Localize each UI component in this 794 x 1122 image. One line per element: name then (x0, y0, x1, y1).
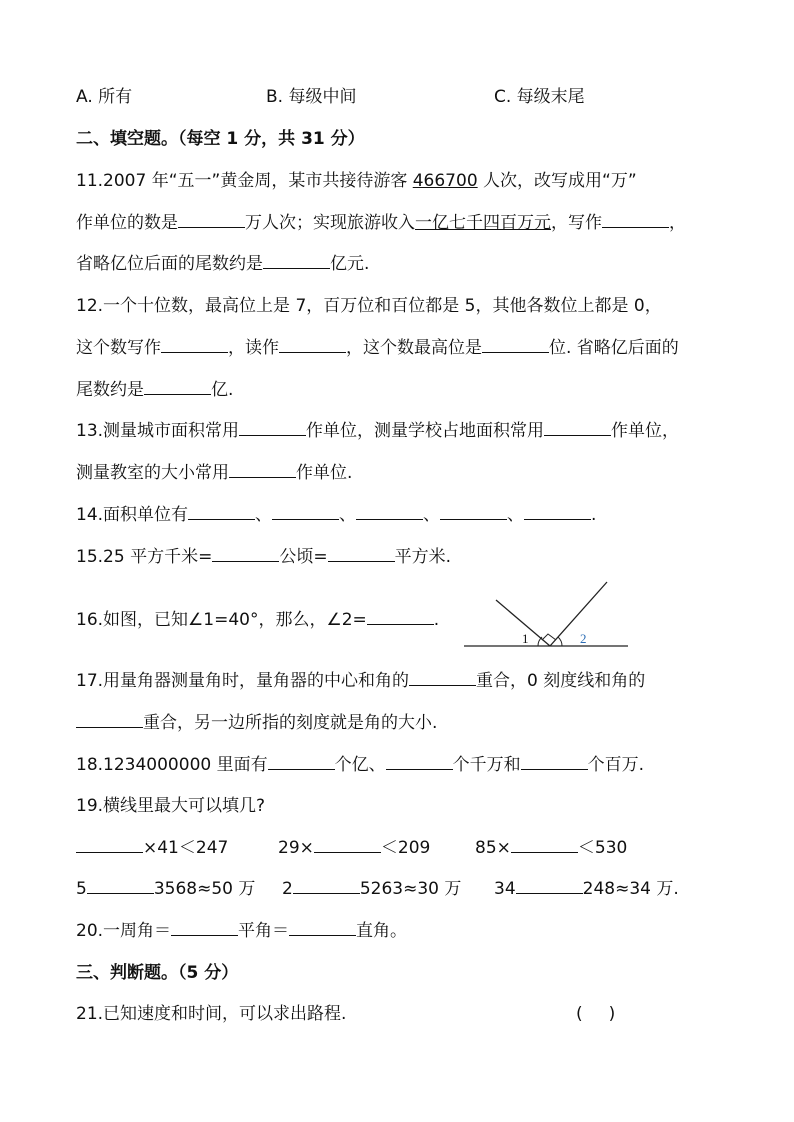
q13-text: 作单位. (296, 463, 353, 483)
question-17-line-2 (76, 712, 437, 734)
q13-text: 作单位，测量学校占地面积常用 (306, 421, 545, 441)
answer-blank[interactable] (272, 518, 339, 520)
question-17-line-1 (76, 670, 645, 692)
open-paren: ( (576, 1004, 583, 1024)
separator: 、 (339, 505, 357, 525)
answer-blank[interactable] (482, 351, 549, 353)
answer-blank[interactable] (178, 226, 245, 228)
answer-blank[interactable] (511, 851, 578, 853)
answer-blank[interactable] (544, 434, 611, 436)
angle-2-arc (558, 637, 562, 646)
answer-blank[interactable] (521, 768, 588, 770)
answer-blank[interactable] (367, 623, 434, 625)
answer-blank[interactable] (76, 851, 143, 853)
q19-row-2-item-1 (76, 878, 255, 900)
answer-blank[interactable] (212, 560, 279, 562)
close-paren: ) (608, 1004, 616, 1024)
separator: 、 (507, 505, 525, 525)
q11-text: ，写作 (551, 213, 602, 233)
q19-text: 5 (76, 879, 87, 899)
q13-text: 测量教室的大小常用 (76, 463, 229, 483)
q19-row-1-item-1 (76, 837, 228, 859)
q17-text: 重合，0 刻度线和角的 (476, 671, 646, 691)
q13-text: 作单位， (611, 421, 680, 441)
question-21: 21.已知速度和时间，可以求出路程. (76, 1004, 347, 1024)
question-11-line-1 (76, 170, 637, 192)
separator: 、 (255, 505, 273, 525)
q19-text: 3568≈50 万 (153, 879, 256, 899)
q20-text: 直角。 (356, 921, 408, 941)
question-11-line-3 (76, 253, 369, 275)
q18-text: 个百万. (587, 755, 645, 775)
angle-2-label: 2 (580, 631, 587, 646)
q11-text: 省略亿位后面的尾数约是 (76, 254, 263, 274)
q19-row-1-item-2 (278, 837, 430, 859)
answer-blank[interactable] (516, 892, 583, 894)
q12-text: ，这个数最高位是 (346, 338, 482, 358)
answer-blank[interactable] (239, 434, 306, 436)
question-12-line-2 (76, 337, 679, 359)
question-15 (76, 546, 451, 568)
q19-text: ＜530 (577, 838, 628, 858)
answer-blank[interactable] (386, 768, 453, 770)
answer-blank[interactable] (171, 934, 238, 936)
q19-text: 2 (282, 879, 293, 899)
q11-number: 466700 (412, 171, 478, 191)
question-16 (76, 609, 439, 631)
question-12-line-1: 12.一个十位数，最高位上是 7，百万位和百位都是 5，其他各数位上都是 0， (76, 296, 662, 316)
q14-text: 14.面积单位有 (76, 505, 189, 525)
angle-figure (462, 580, 632, 650)
answer-blank[interactable] (87, 892, 154, 894)
answer-blank[interactable] (144, 393, 211, 395)
q17-text: 重合，另一边所指的刻度就是角的大小. (143, 713, 438, 733)
q11-text: 亿元. (330, 254, 370, 274)
q14-text: . (591, 505, 597, 525)
question-14 (76, 504, 596, 526)
q19-text: 5263≈30 万 (359, 879, 462, 899)
q19-text: 85× (475, 838, 511, 858)
option-c: C. 每级末尾 (494, 87, 585, 107)
q12-text: 这个数写作 (76, 338, 161, 358)
section-title-fill-in: 二、填空题。（每空 1 分，共 31 分） (76, 129, 365, 149)
right-angle-mark (542, 634, 556, 640)
q20-text: 20.一周角＝ (76, 921, 172, 941)
q19-text: 34 (494, 879, 516, 899)
answer-blank[interactable] (76, 726, 143, 728)
q19-row-2-item-3 (494, 878, 679, 900)
q19-row-1-item-3 (475, 837, 627, 859)
q15-text: 平方米. (394, 547, 451, 567)
answer-blank[interactable] (161, 351, 228, 353)
q19-text: ＜209 (380, 838, 431, 858)
question-12-line-3 (76, 379, 233, 401)
q18-text: 个千万和 (452, 755, 521, 775)
q17-text: 17.用量角器测量角时，量角器的中心和角的 (76, 671, 410, 691)
question-20 (76, 920, 407, 942)
q18-text: 个亿、 (334, 755, 386, 775)
right-ray (550, 582, 607, 646)
q15-text: 15.25 平方千米= (76, 547, 213, 567)
option-a: A. 所有 (76, 87, 133, 107)
q11-text: ， (669, 213, 686, 233)
q15-text: 公顷= (279, 547, 328, 567)
q19-row-2-item-2 (282, 878, 461, 900)
answer-blank[interactable] (328, 560, 395, 562)
q19-text: 248≈34 万. (582, 879, 679, 899)
answer-blank[interactable] (293, 892, 360, 894)
answer-blank[interactable] (314, 851, 381, 853)
answer-blank[interactable] (229, 476, 296, 478)
angle-1-label: 1 (522, 631, 529, 646)
separator: 、 (423, 505, 441, 525)
q11-text: 作单位的数是 (76, 213, 178, 233)
q18-text: 18.1234000000 里面有 (76, 755, 268, 775)
q16-text: . (433, 610, 440, 630)
question-19-title: 19.横线里最大可以填几? (76, 796, 266, 816)
question-11-line-2 (76, 212, 686, 234)
answer-blank[interactable] (188, 518, 255, 520)
option-b: B. 每级中间 (266, 87, 357, 107)
answer-blank[interactable] (268, 768, 335, 770)
q12-text: 位. 省略亿后面的 (549, 338, 679, 358)
answer-blank[interactable] (263, 267, 330, 269)
q19-text: 29× (278, 838, 314, 858)
q11-amount: 一亿七千四百万元 (415, 213, 551, 233)
answer-blank[interactable] (440, 518, 507, 520)
q12-text: 尾数约是 (76, 380, 144, 400)
q20-text: 平角＝ (238, 921, 290, 941)
answer-blank[interactable] (524, 518, 591, 520)
answer-blank[interactable] (409, 684, 476, 686)
section-title-true-false: 三、判断题。（5 分） (76, 963, 239, 983)
q12-text: 亿. (211, 380, 234, 400)
answer-blank[interactable] (279, 351, 346, 353)
q19-text: ×41＜247 (143, 838, 229, 858)
answer-parentheses[interactable] (576, 1003, 615, 1025)
question-18 (76, 754, 644, 776)
question-13-line-1 (76, 420, 679, 442)
answer-blank[interactable] (356, 518, 423, 520)
q11-text: 万人次；实现旅游收入 (245, 213, 415, 233)
answer-blank[interactable] (289, 934, 356, 936)
q13-text: 13.测量城市面积常用 (76, 421, 240, 441)
question-13-line-2 (76, 462, 352, 484)
q16-text: 16.如图，已知∠1=40°，那么，∠2= (76, 610, 367, 630)
q11-text: 人次，改写成用“万” (477, 171, 637, 191)
q12-text: ，读作 (228, 338, 279, 358)
q11-text: 11.2007 年“五一”黄金周，某市共接待游客 (76, 171, 413, 191)
answer-blank[interactable] (602, 226, 669, 228)
